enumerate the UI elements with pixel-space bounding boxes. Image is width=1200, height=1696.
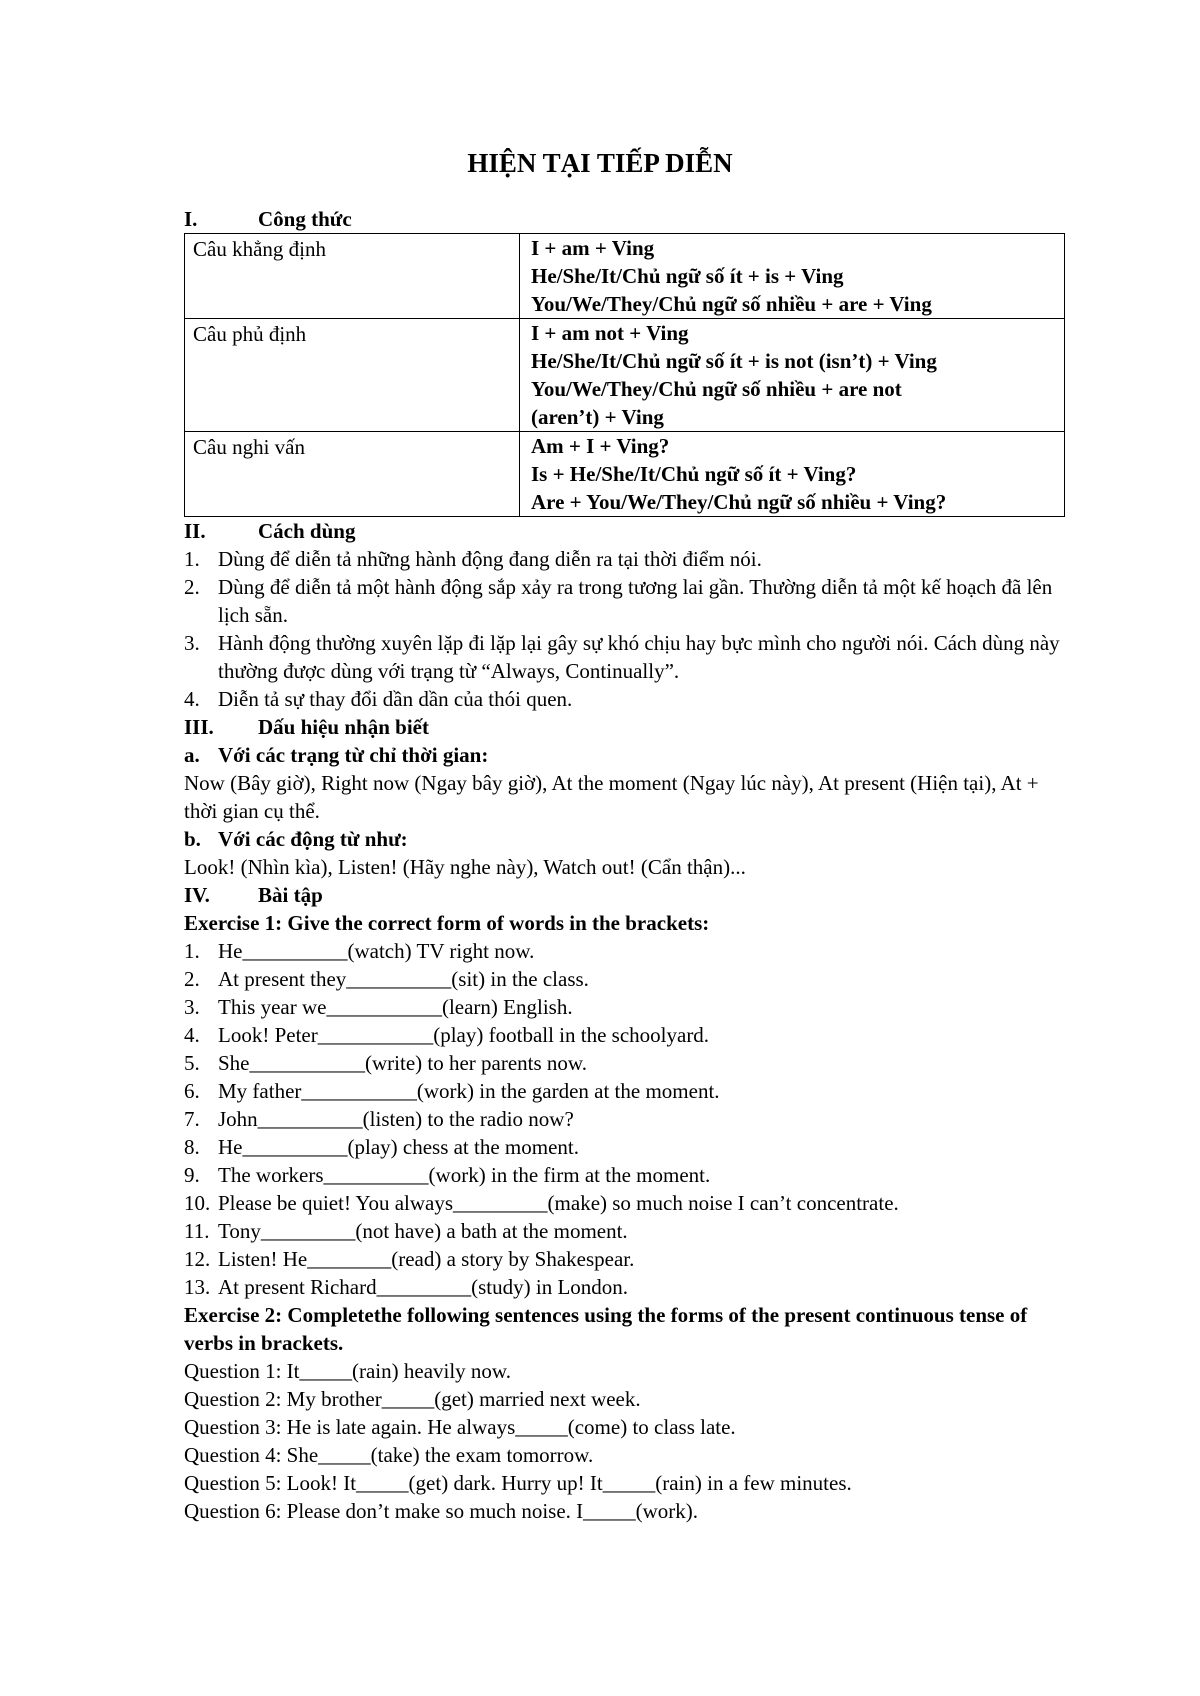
list-number: 10.: [184, 1191, 211, 1215]
formula-line: Am + I + Ving?: [531, 434, 670, 458]
paragraph-time-adverbs: Now (Bây giờ), Right now (Ngay bây giờ), At the moment (Ngay lúc này), At present (Hiện tại), At + thời gian cụ thể.: [184, 771, 1039, 823]
section-number: IV.: [184, 883, 210, 907]
row-formulas: [520, 234, 1065, 319]
section-heading-usage: [184, 517, 1064, 545]
sub-title: Với các động từ như:: [218, 827, 408, 851]
list-number: 7.: [184, 1107, 200, 1131]
list-number: 4.: [184, 687, 200, 711]
section-number: II.: [184, 519, 206, 543]
list-text: John__________(listen) to the radio now?: [218, 1107, 574, 1131]
list-text: Diễn tả sự thay đổi dần dần của thói quen.: [218, 687, 573, 711]
list-number: 5.: [184, 1051, 200, 1075]
question-item: Question 6: Please don’t make so much noise. I_____(work).: [184, 1499, 699, 1523]
list-text: Dùng để diễn tả những hành động đang diễn ra tại thời điểm nói.: [218, 547, 762, 571]
formula-line: Is + He/She/It/Chủ ngữ số ít + Ving?: [531, 462, 857, 486]
list-item: [184, 1189, 1064, 1217]
list-number: 11.: [184, 1219, 210, 1243]
row-formulas: [520, 432, 1065, 517]
table-row: [185, 234, 1065, 319]
list-text: This year we___________(learn) English.: [218, 995, 573, 1019]
list-number: 1.: [184, 547, 200, 571]
document-body: [184, 205, 1064, 1525]
list-text: At present they__________(sit) in the class.: [218, 967, 589, 991]
formula-line: I + am not + Ving: [531, 321, 689, 345]
list-number: 4.: [184, 1023, 200, 1047]
list-text: Hành động thường xuyên lặp đi lặp lại gây sự khó chịu hay bực mình cho người nói. Cách dùng này thường được dùng với trạng từ “Always, Continually”.: [218, 631, 1060, 683]
list-text: He__________(play) chess at the moment.: [218, 1135, 579, 1159]
list-item: [184, 965, 1064, 993]
list-item: [184, 629, 1064, 685]
section-title: Dấu hiệu nhận biết: [258, 715, 429, 739]
list-text: Tony_________(not have) a bath at the moment.: [218, 1219, 628, 1243]
list-item: [184, 545, 1064, 573]
row-label: Câu khẳng định: [185, 234, 520, 319]
page-title: HIỆN TẠI TIẾP DIỄN: [467, 148, 733, 178]
list-item: [184, 1021, 1064, 1049]
sub-title: Với các trạng từ chỉ thời gian:: [218, 743, 489, 767]
list-item: [184, 1077, 1064, 1105]
subheading-time-adverbs: [184, 741, 1064, 769]
formula-line: Are + You/We/They/Chủ ngữ số nhiều + Ving?: [531, 490, 947, 514]
list-number: 3.: [184, 631, 200, 655]
section-title: Cách dùng: [258, 519, 356, 543]
list-text: Dùng để diễn tả một hành động sắp xảy ra trong tương lai gần. Thường diễn tả một kế hoạch đã lên lịch sẵn.: [218, 575, 1053, 627]
list-item: [184, 1161, 1064, 1189]
question-item: Question 3: He is late again. He always_____(come) to class late.: [184, 1415, 736, 1439]
list-number: 9.: [184, 1163, 200, 1187]
section-title: Công thức: [258, 207, 352, 231]
list-number: 2.: [184, 967, 200, 991]
question-item: Question 1: It_____(rain) heavily now.: [184, 1359, 511, 1383]
exercise-2-title: Exercise 2: Completethe following sentences using the forms of the present continuous tense of verbs in brackets.: [184, 1303, 1028, 1355]
subheading-verbs: [184, 825, 1064, 853]
question-item: Question 2: My brother_____(get) married next week.: [184, 1387, 641, 1411]
table-row: [185, 319, 1065, 432]
question-item: Question 5: Look! It_____(get) dark. Hurry up! It_____(rain) in a few minutes.: [184, 1471, 852, 1495]
list-text: He__________(watch) TV right now.: [218, 939, 535, 963]
exercise-1-title: Exercise 1: Give the correct form of words in the brackets:: [184, 911, 710, 935]
list-number: 2.: [184, 575, 200, 599]
question-item: Question 4: She_____(take) the exam tomorrow.: [184, 1443, 594, 1467]
paragraph-verbs: Look! (Nhìn kìa), Listen! (Hãy nghe này), Watch out! (Cẩn thận)...: [184, 855, 746, 879]
section-title: Bài tập: [258, 883, 323, 907]
row-label: Câu phủ định: [185, 319, 520, 432]
list-text: Listen! He________(read) a story by Shakespear.: [218, 1247, 635, 1271]
list-number: 13.: [184, 1275, 211, 1299]
list-text: Look! Peter___________(play) football in the schoolyard.: [218, 1023, 710, 1047]
exercise-1-list: [184, 937, 1064, 1301]
section-heading-signs: [184, 713, 1064, 741]
section-number: I.: [184, 207, 198, 231]
list-item: [184, 993, 1064, 1021]
row-formulas: [520, 319, 1065, 432]
sub-label: a.: [184, 743, 200, 767]
row-label: Câu nghi vấn: [185, 432, 520, 517]
exercise-2-list: [184, 1357, 1064, 1525]
list-number: 8.: [184, 1135, 200, 1159]
list-item: [184, 1133, 1064, 1161]
list-item: [184, 1273, 1064, 1301]
list-item: [184, 685, 1064, 713]
section-heading-formula: [184, 205, 1064, 233]
formula-table: [184, 233, 1065, 517]
list-text: She___________(write) to her parents now.: [218, 1051, 587, 1075]
list-text: The workers__________(work) in the firm at the moment.: [218, 1163, 711, 1187]
list-item: [184, 937, 1064, 965]
section-number: III.: [184, 715, 214, 739]
list-item: [184, 573, 1064, 629]
formula-line: He/She/It/Chủ ngữ số ít + is + Ving: [531, 264, 844, 288]
sub-label: b.: [184, 827, 201, 851]
list-item: [184, 1245, 1064, 1273]
formula-line: You/We/They/Chủ ngữ số nhiều + are not: [531, 377, 902, 401]
list-number: 6.: [184, 1079, 200, 1103]
list-item: [184, 1105, 1064, 1133]
formula-line: I + am + Ving: [531, 236, 655, 260]
formula-line: (aren’t) + Ving: [531, 405, 664, 429]
list-number: 3.: [184, 995, 200, 1019]
list-text: Please be quiet! You always_________(make) so much noise I can’t concentrate.: [218, 1191, 899, 1215]
formula-line: He/She/It/Chủ ngữ số ít + is not (isn’t) + Ving: [531, 349, 937, 373]
list-item: [184, 1217, 1064, 1245]
table-row: [185, 432, 1065, 517]
formula-line: You/We/They/Chủ ngữ số nhiều + are + Ving: [531, 292, 932, 316]
list-text: My father___________(work) in the garden at the moment.: [218, 1079, 720, 1103]
section-heading-exercises: [184, 881, 1064, 909]
list-number: 12.: [184, 1247, 211, 1271]
list-item: [184, 1049, 1064, 1077]
list-number: 1.: [184, 939, 200, 963]
list-text: At present Richard_________(study) in London.: [218, 1275, 629, 1299]
